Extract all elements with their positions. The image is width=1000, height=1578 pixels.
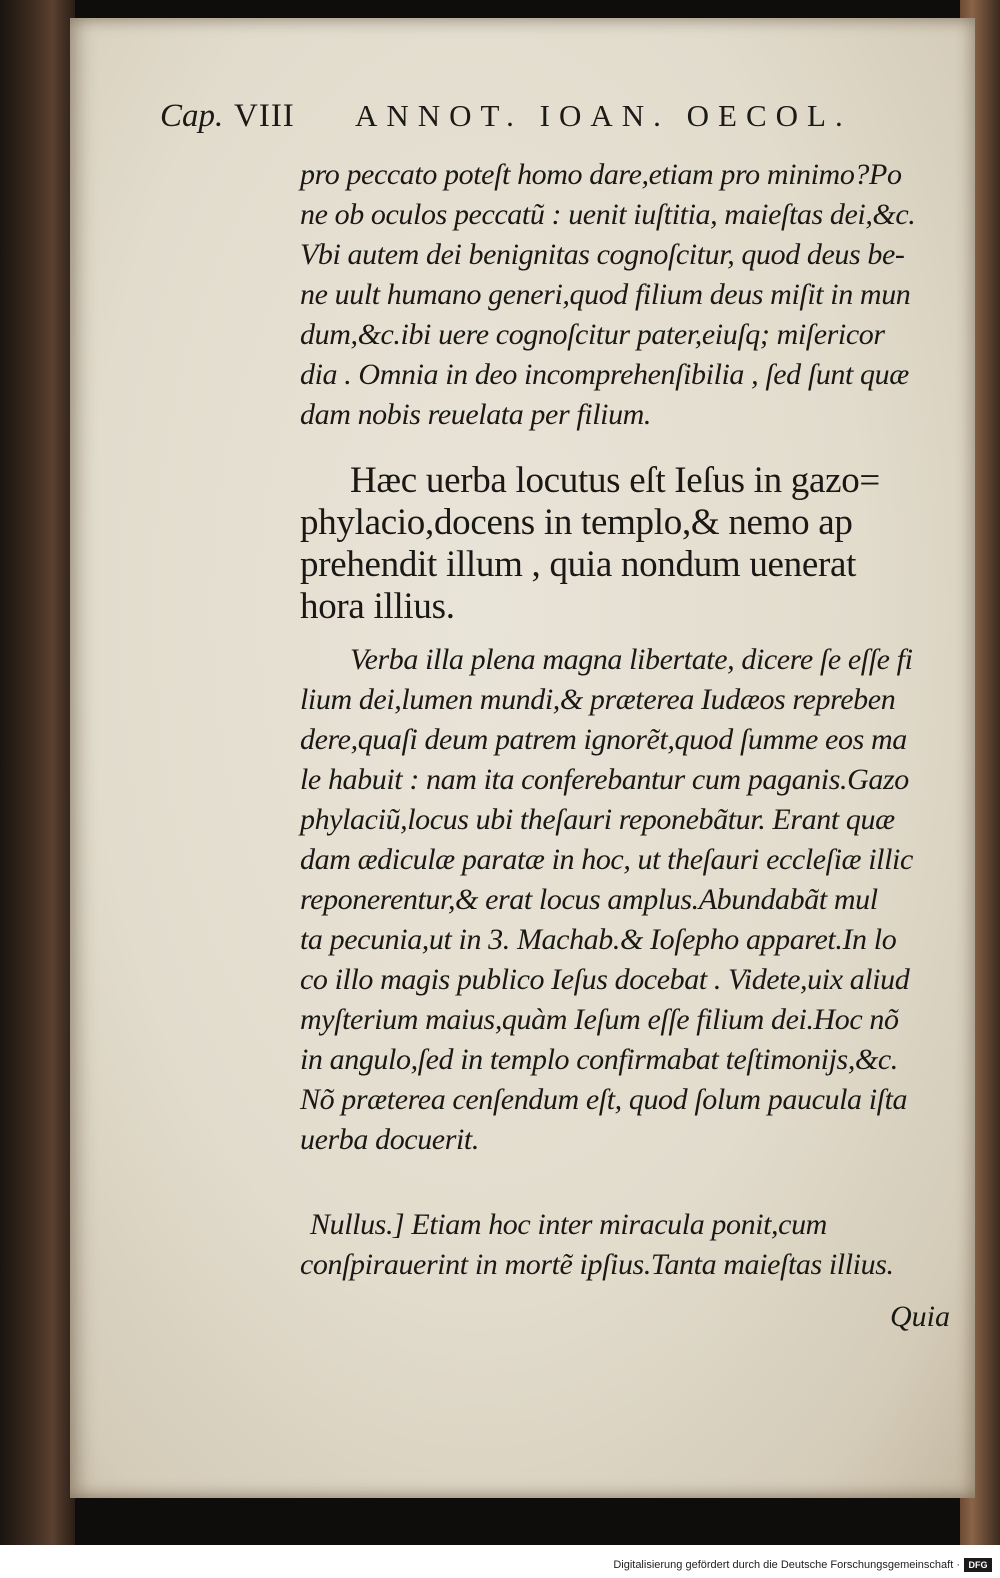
- text-line: phylacio,docens in templo,& nemo ap: [300, 502, 853, 543]
- text-block-scripture: [300, 460, 960, 628]
- page-header: [160, 98, 940, 142]
- text-block-commentary-3: [300, 1205, 960, 1285]
- text-line: ne uult humano generi,quod filium deus miſit in mun: [300, 278, 911, 311]
- text-line: Vbi autem dei benignitas cognoſcitur, quod deus be-: [300, 238, 905, 271]
- text-line: le habuit : nam ita conferebantur cum paganis.Gazo: [300, 763, 909, 796]
- text-line: dum,&c.ibi uere cognoſcitur pater,eiuſq; miſericor: [300, 318, 885, 351]
- text-line: phylaciũ,locus ubi theſauri reponebãtur. Erant quæ: [300, 803, 895, 836]
- text-line: Nõ præterea cenſendum eſt, quod ſolum paucula iſta: [300, 1083, 908, 1116]
- text-line: dam nobis reuelata per filium.: [300, 398, 652, 431]
- text-block-commentary-2: [300, 640, 960, 1160]
- text-line: pro peccato poteſt homo dare,etiam pro minimo?Po: [300, 158, 902, 191]
- text-line: prehendit illum , quia nondum uenerat: [300, 544, 857, 585]
- text-line: co illo magis publico Ieſus docebat . Videte,uix aliud: [300, 963, 910, 996]
- footer-bar: [0, 1545, 1000, 1578]
- text-line: uerba docuerit.: [300, 1123, 479, 1156]
- chapter-label: Cap.: [160, 98, 224, 134]
- text-line: reponerentur,& erat locus amplus.Abundabãt mul: [300, 883, 878, 916]
- funding-note: Digitalisierung gefördert durch die Deutsche Forschungsgemeinschaft ·: [613, 1559, 960, 1571]
- catchword: Quia: [890, 1300, 950, 1333]
- text-line: myſterium maius,quàm Ieſum eſſe filium dei.Hoc nõ: [300, 1003, 899, 1036]
- running-title: ANNOT. IOAN. OECOL.: [355, 98, 852, 133]
- text-line: Nullus.] Etiam hoc inter miracula ponit,cum: [310, 1208, 827, 1241]
- chapter-number: VIII: [234, 98, 295, 134]
- text-line: dam ædiculæ paratæ in hoc, ut theſauri eccleſiæ illic: [300, 843, 913, 876]
- text-line: ne ob oculos peccatũ : uenit iuſtitia, maieſtas dei,&c.: [300, 198, 916, 231]
- text-line: hora illius.: [300, 586, 455, 627]
- text-line: in angulo,ſed in templo confirmabat teſtimonijs,&c.: [300, 1043, 898, 1076]
- text-line: dia . Omnia in deo incomprehenſibilia , ſed ſunt quæ: [300, 358, 909, 391]
- text-line: conſpirauerint in mortẽ ipſius.Tanta maieſtas illius.: [300, 1248, 894, 1281]
- text-line: dere,quaſi deum patrem ignorẽt,quod ſumme eos ma: [300, 723, 907, 756]
- dfg-logo: DFG: [964, 1558, 992, 1572]
- text-line: Hæc uerba locutus eſt Ieſus in gazo=: [350, 460, 880, 501]
- text-block-commentary-1: [300, 155, 960, 435]
- text-line: lium dei,lumen mundi,& præterea Iudæos repreben: [300, 683, 896, 716]
- text-line: Verba illa plena magna libertate, dicere ſe eſſe fi: [350, 643, 913, 676]
- text-line: ta pecunia,ut in 3. Machab.& Ioſepho apparet.In lo: [300, 923, 897, 956]
- book-edge-left: [0, 0, 75, 1545]
